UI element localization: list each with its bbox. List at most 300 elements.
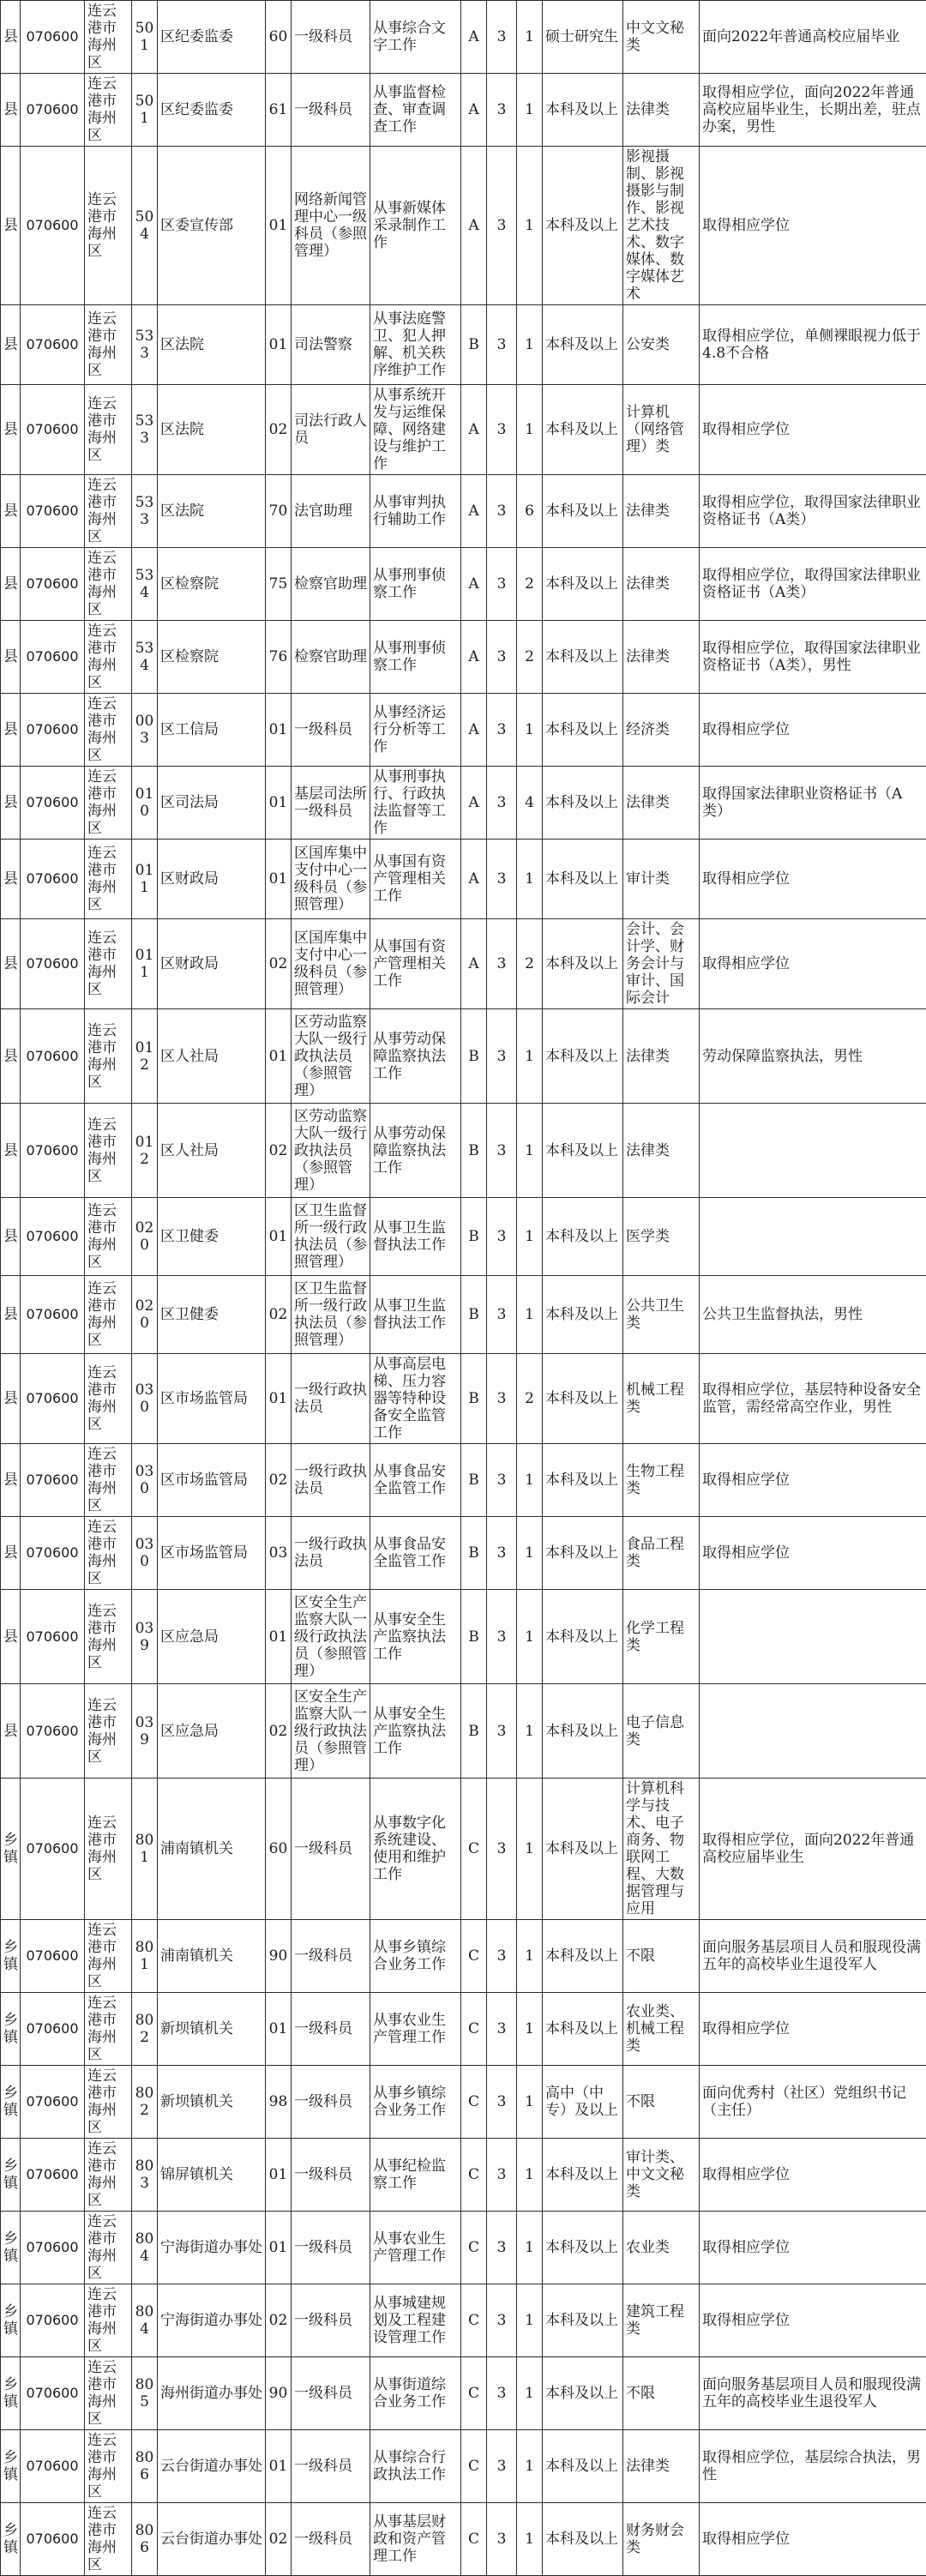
ratio-cell: 3 bbox=[487, 767, 517, 840]
dept-cell: 海州街道办事处 bbox=[158, 2357, 266, 2430]
dept-code-cell: 802 bbox=[132, 1993, 158, 2066]
code-cell: 070600 bbox=[21, 2503, 85, 2576]
code-cell: 070600 bbox=[21, 621, 85, 694]
hire-count-cell: 1 bbox=[517, 1920, 543, 1993]
level-cell: 县 bbox=[1, 1276, 21, 1354]
category-cell: B bbox=[461, 305, 487, 385]
position-code-cell: 02 bbox=[266, 1684, 292, 1779]
dept-cell: 新坝镇机关 bbox=[158, 2066, 266, 2139]
position-code-cell: 01 bbox=[266, 2430, 292, 2503]
position-cell: 一级科员 bbox=[292, 1779, 370, 1920]
dept-cell: 区工信局 bbox=[158, 694, 266, 767]
code-cell: 070600 bbox=[21, 2357, 85, 2430]
position-code-cell: 02 bbox=[266, 919, 292, 1009]
region-cell: 连云港市海州区 bbox=[85, 767, 132, 840]
duty-cell: 从事刑事侦察工作 bbox=[370, 548, 461, 621]
duty-cell: 从事食品安全监管工作 bbox=[370, 1517, 461, 1590]
hire-count-cell: 1 bbox=[517, 1198, 543, 1276]
table-row bbox=[1, 1779, 926, 1920]
table-row bbox=[1, 74, 926, 147]
hire-count-cell: 2 bbox=[517, 919, 543, 1009]
education-cell: 本科及以上 bbox=[543, 1993, 623, 2066]
major-cell: 不限 bbox=[623, 1920, 700, 1993]
dept-code-cell: 030 bbox=[132, 1444, 158, 1517]
major-cell: 法律类 bbox=[623, 548, 700, 621]
hire-count-cell: 1 bbox=[517, 2212, 543, 2284]
note-cell: 取得相应学位，取得国家法律职业资格证书（A类），男性 bbox=[700, 621, 926, 694]
major-cell: 建筑工程类 bbox=[623, 2284, 700, 2357]
education-cell: 本科及以上 bbox=[543, 1684, 623, 1779]
education-cell: 本科及以上 bbox=[543, 74, 623, 147]
education-cell: 本科及以上 bbox=[543, 2357, 623, 2430]
table-row bbox=[1, 1590, 926, 1684]
position-cell: 一级科员 bbox=[292, 694, 370, 767]
code-cell: 070600 bbox=[21, 1198, 85, 1276]
table-row bbox=[1, 2357, 926, 2430]
code-cell: 070600 bbox=[21, 840, 85, 919]
note-cell: 取得相应学位 bbox=[700, 2284, 926, 2357]
ratio-cell: 3 bbox=[487, 1104, 517, 1198]
position-cell: 区卫生监督所一级行政执法员（参照管理） bbox=[292, 1276, 370, 1354]
region-cell: 连云港市海州区 bbox=[85, 548, 132, 621]
position-cell: 一级科员 bbox=[292, 2066, 370, 2139]
major-cell: 化学工程类 bbox=[623, 1590, 700, 1684]
level-cell: 乡镇 bbox=[1, 2066, 21, 2139]
duty-cell: 从事农业生产管理工作 bbox=[370, 2212, 461, 2284]
region-cell: 连云港市海州区 bbox=[85, 2284, 132, 2357]
code-cell: 070600 bbox=[21, 2139, 85, 2212]
level-cell: 县 bbox=[1, 1198, 21, 1276]
hire-count-cell: 2 bbox=[517, 1354, 543, 1444]
education-cell: 本科及以上 bbox=[543, 1104, 623, 1198]
note-cell: 取得相应学位 bbox=[700, 385, 926, 475]
dept-code-cell: 010 bbox=[132, 767, 158, 840]
ratio-cell: 3 bbox=[487, 1354, 517, 1444]
region-cell: 连云港市海州区 bbox=[85, 1993, 132, 2066]
duty-cell: 从事乡镇综合业务工作 bbox=[370, 1920, 461, 1993]
dept-code-cell: 802 bbox=[132, 2066, 158, 2139]
duty-cell: 从事综合行政执法工作 bbox=[370, 2430, 461, 2503]
note-cell: 面向2022年普通高校应届毕业 bbox=[700, 1, 926, 74]
major-cell: 法律类 bbox=[623, 475, 700, 548]
position-code-cell: 01 bbox=[266, 1354, 292, 1444]
hire-count-cell: 1 bbox=[517, 2066, 543, 2139]
major-cell: 不限 bbox=[623, 2066, 700, 2139]
duty-cell: 从事监督检查、审查调查工作 bbox=[370, 74, 461, 147]
level-cell: 县 bbox=[1, 305, 21, 385]
hire-count-cell: 1 bbox=[517, 385, 543, 475]
code-cell: 070600 bbox=[21, 74, 85, 147]
table-row bbox=[1, 2284, 926, 2357]
hire-count-cell: 1 bbox=[517, 1276, 543, 1354]
category-cell: C bbox=[461, 2066, 487, 2139]
ratio-cell: 3 bbox=[487, 1684, 517, 1779]
dept-cell: 宁海街道办事处 bbox=[158, 2284, 266, 2357]
major-cell: 法律类 bbox=[623, 74, 700, 147]
position-code-cell: 90 bbox=[266, 1920, 292, 1993]
code-cell: 070600 bbox=[21, 1009, 85, 1104]
note-cell: 取得相应学位 bbox=[700, 840, 926, 919]
note-cell: 取得相应学位 bbox=[700, 2139, 926, 2212]
dept-code-cell: 039 bbox=[132, 1590, 158, 1684]
hire-count-cell: 1 bbox=[517, 1590, 543, 1684]
hire-count-cell: 1 bbox=[517, 2503, 543, 2576]
table-row bbox=[1, 1, 926, 74]
region-cell: 连云港市海州区 bbox=[85, 694, 132, 767]
duty-cell: 从事基层财政和资产管理工作 bbox=[370, 2503, 461, 2576]
code-cell: 070600 bbox=[21, 1920, 85, 1993]
ratio-cell: 3 bbox=[487, 621, 517, 694]
duty-cell: 从事劳动保障监察执法工作 bbox=[370, 1104, 461, 1198]
category-cell: B bbox=[461, 1104, 487, 1198]
hire-count-cell: 6 bbox=[517, 475, 543, 548]
hire-count-cell: 1 bbox=[517, 840, 543, 919]
position-cell: 区卫生监督所一级行政执法员（参照管理） bbox=[292, 1198, 370, 1276]
category-cell: C bbox=[461, 2503, 487, 2576]
ratio-cell: 3 bbox=[487, 840, 517, 919]
ratio-cell: 3 bbox=[487, 1920, 517, 1993]
major-cell: 农业类 bbox=[623, 2212, 700, 2284]
position-cell: 法官助理 bbox=[292, 475, 370, 548]
dept-cell: 区应急局 bbox=[158, 1684, 266, 1779]
region-cell: 连云港市海州区 bbox=[85, 74, 132, 147]
major-cell: 计算机科学与技术、电子商务、物联网工程、大数据管理与应用 bbox=[623, 1779, 700, 1920]
dept-cell: 云台街道办事处 bbox=[158, 2430, 266, 2503]
position-code-cell: 90 bbox=[266, 2357, 292, 2430]
region-cell: 连云港市海州区 bbox=[85, 1009, 132, 1104]
education-cell: 本科及以上 bbox=[543, 2284, 623, 2357]
note-cell: 取得相应学位，取得国家法律职业资格证书（A类） bbox=[700, 548, 926, 621]
table-row bbox=[1, 475, 926, 548]
ratio-cell: 3 bbox=[487, 1517, 517, 1590]
dept-code-cell: 003 bbox=[132, 694, 158, 767]
category-cell: C bbox=[461, 2212, 487, 2284]
duty-cell: 从事城建规划及工程建设管理工作 bbox=[370, 2284, 461, 2357]
position-code-cell: 01 bbox=[266, 1009, 292, 1104]
major-cell: 经济类 bbox=[623, 694, 700, 767]
hire-count-cell: 1 bbox=[517, 1993, 543, 2066]
education-cell: 硕士研究生 bbox=[543, 1, 623, 74]
table-row bbox=[1, 919, 926, 1009]
education-cell: 本科及以上 bbox=[543, 2503, 623, 2576]
code-cell: 070600 bbox=[21, 2066, 85, 2139]
position-code-cell: 02 bbox=[266, 2284, 292, 2357]
note-cell: 取得相应学位 bbox=[700, 2212, 926, 2284]
position-code-cell: 01 bbox=[266, 147, 292, 305]
table-row bbox=[1, 840, 926, 919]
education-cell: 本科及以上 bbox=[543, 147, 623, 305]
position-cell: 区劳动监察大队一级行政执法员（参照管理） bbox=[292, 1104, 370, 1198]
dept-code-cell: 020 bbox=[132, 1198, 158, 1276]
duty-cell: 从事高层电梯、压力容器等特种设备安全监管工作 bbox=[370, 1354, 461, 1444]
education-cell: 本科及以上 bbox=[543, 1590, 623, 1684]
ratio-cell: 3 bbox=[487, 1276, 517, 1354]
hire-count-cell: 1 bbox=[517, 147, 543, 305]
category-cell: B bbox=[461, 1354, 487, 1444]
hire-count-cell: 1 bbox=[517, 1684, 543, 1779]
major-cell: 公共卫生类 bbox=[623, 1276, 700, 1354]
dept-cell: 区应急局 bbox=[158, 1590, 266, 1684]
dept-cell: 区市场监管局 bbox=[158, 1517, 266, 1590]
code-cell: 070600 bbox=[21, 694, 85, 767]
level-cell: 县 bbox=[1, 475, 21, 548]
note-cell: 面向优秀村（社区）党组织书记（主任） bbox=[700, 2066, 926, 2139]
ratio-cell: 3 bbox=[487, 2430, 517, 2503]
duty-cell: 从事食品安全监管工作 bbox=[370, 1444, 461, 1517]
table-row bbox=[1, 1104, 926, 1198]
position-cell: 一级科员 bbox=[292, 1920, 370, 1993]
duty-cell: 从事卫生监督执法工作 bbox=[370, 1198, 461, 1276]
ratio-cell: 3 bbox=[487, 305, 517, 385]
education-cell: 本科及以上 bbox=[543, 385, 623, 475]
position-cell: 司法警察 bbox=[292, 305, 370, 385]
dept-cell: 区市场监管局 bbox=[158, 1354, 266, 1444]
level-cell: 乡镇 bbox=[1, 2357, 21, 2430]
dept-cell: 区法院 bbox=[158, 475, 266, 548]
major-cell: 法律类 bbox=[623, 2430, 700, 2503]
ratio-cell: 3 bbox=[487, 1779, 517, 1920]
region-cell: 连云港市海州区 bbox=[85, 2357, 132, 2430]
hire-count-cell: 1 bbox=[517, 2357, 543, 2430]
table-row bbox=[1, 1444, 926, 1517]
position-code-cell: 01 bbox=[266, 767, 292, 840]
code-cell: 070600 bbox=[21, 1444, 85, 1517]
level-cell: 县 bbox=[1, 1590, 21, 1684]
region-cell: 连云港市海州区 bbox=[85, 2430, 132, 2503]
code-cell: 070600 bbox=[21, 385, 85, 475]
dept-code-cell: 039 bbox=[132, 1684, 158, 1779]
dept-cell: 云台街道办事处 bbox=[158, 2503, 266, 2576]
dept-cell: 区检察院 bbox=[158, 621, 266, 694]
ratio-cell: 3 bbox=[487, 1198, 517, 1276]
level-cell: 乡镇 bbox=[1, 1779, 21, 1920]
major-cell: 计算机（网络管理）类 bbox=[623, 385, 700, 475]
table-row bbox=[1, 305, 926, 385]
dept-cell: 区委宣传部 bbox=[158, 147, 266, 305]
category-cell: A bbox=[461, 548, 487, 621]
region-cell: 连云港市海州区 bbox=[85, 2212, 132, 2284]
region-cell: 连云港市海州区 bbox=[85, 1198, 132, 1276]
category-cell: B bbox=[461, 1444, 487, 1517]
major-cell: 审计类、中文文秘类 bbox=[623, 2139, 700, 2212]
position-cell: 一级科员 bbox=[292, 2503, 370, 2576]
position-code-cell: 02 bbox=[266, 1276, 292, 1354]
position-code-cell: 01 bbox=[266, 1198, 292, 1276]
major-cell: 法律类 bbox=[623, 767, 700, 840]
category-cell: C bbox=[461, 1920, 487, 1993]
dept-code-cell: 030 bbox=[132, 1517, 158, 1590]
dept-code-cell: 011 bbox=[132, 840, 158, 919]
dept-cell: 区市场监管局 bbox=[158, 1444, 266, 1517]
note-cell: 取得相应学位，基层综合执法，男性 bbox=[700, 2430, 926, 2503]
region-cell: 连云港市海州区 bbox=[85, 1354, 132, 1444]
ratio-cell: 3 bbox=[487, 2066, 517, 2139]
education-cell: 本科及以上 bbox=[543, 840, 623, 919]
education-cell: 本科及以上 bbox=[543, 548, 623, 621]
duty-cell: 从事安全生产监察执法工作 bbox=[370, 1684, 461, 1779]
code-cell: 070600 bbox=[21, 548, 85, 621]
category-cell: B bbox=[461, 1517, 487, 1590]
major-cell: 农业类、机械工程类 bbox=[623, 1993, 700, 2066]
table-row bbox=[1, 2066, 926, 2139]
level-cell: 县 bbox=[1, 147, 21, 305]
position-cell: 一级科员 bbox=[292, 74, 370, 147]
code-cell: 070600 bbox=[21, 2212, 85, 2284]
ratio-cell: 3 bbox=[487, 548, 517, 621]
category-cell: B bbox=[461, 1009, 487, 1104]
code-cell: 070600 bbox=[21, 2430, 85, 2503]
major-cell: 财务财会类 bbox=[623, 2503, 700, 2576]
code-cell: 070600 bbox=[21, 1517, 85, 1590]
note-cell bbox=[700, 1198, 926, 1276]
position-code-cell: 75 bbox=[266, 548, 292, 621]
position-code-cell: 01 bbox=[266, 2139, 292, 2212]
region-cell: 连云港市海州区 bbox=[85, 305, 132, 385]
hire-count-cell: 4 bbox=[517, 767, 543, 840]
table-row bbox=[1, 385, 926, 475]
code-cell: 070600 bbox=[21, 1779, 85, 1920]
category-cell: C bbox=[461, 2284, 487, 2357]
category-cell: C bbox=[461, 2430, 487, 2503]
hire-count-cell: 2 bbox=[517, 621, 543, 694]
position-cell: 基层司法所一级科员 bbox=[292, 767, 370, 840]
table-row bbox=[1, 694, 926, 767]
ratio-cell: 3 bbox=[487, 1444, 517, 1517]
dept-code-cell: 806 bbox=[132, 2503, 158, 2576]
dept-cell: 宁海街道办事处 bbox=[158, 2212, 266, 2284]
duty-cell: 从事卫生监督执法工作 bbox=[370, 1276, 461, 1354]
table-row bbox=[1, 1276, 926, 1354]
level-cell: 县 bbox=[1, 548, 21, 621]
hire-count-cell: 1 bbox=[517, 1779, 543, 1920]
position-cell: 一级科员 bbox=[292, 2357, 370, 2430]
region-cell: 连云港市海州区 bbox=[85, 1920, 132, 1993]
education-cell: 本科及以上 bbox=[543, 1779, 623, 1920]
table-row bbox=[1, 1517, 926, 1590]
position-cell: 一级科员 bbox=[292, 2212, 370, 2284]
level-cell: 乡镇 bbox=[1, 1920, 21, 1993]
level-cell: 县 bbox=[1, 840, 21, 919]
position-cell: 一级行政执法员 bbox=[292, 1444, 370, 1517]
position-code-cell: 76 bbox=[266, 621, 292, 694]
note-cell: 取得相应学位，单侧裸眼视力低于4.8不合格 bbox=[700, 305, 926, 385]
code-cell: 070600 bbox=[21, 475, 85, 548]
dept-cell: 区法院 bbox=[158, 305, 266, 385]
education-cell: 本科及以上 bbox=[543, 305, 623, 385]
duty-cell: 从事安全生产监察执法工作 bbox=[370, 1590, 461, 1684]
position-code-cell: 01 bbox=[266, 1993, 292, 2066]
category-cell: A bbox=[461, 1, 487, 74]
table-row bbox=[1, 1198, 926, 1276]
region-cell: 连云港市海州区 bbox=[85, 919, 132, 1009]
table-row bbox=[1, 1993, 926, 2066]
position-code-cell: 03 bbox=[266, 1517, 292, 1590]
dept-code-cell: 501 bbox=[132, 1, 158, 74]
position-cell: 一级科员 bbox=[292, 2139, 370, 2212]
position-code-cell: 01 bbox=[266, 840, 292, 919]
level-cell: 县 bbox=[1, 385, 21, 475]
duty-cell: 从事法庭警卫、犯人押解、机关秩序维护工作 bbox=[370, 305, 461, 385]
position-code-cell: 02 bbox=[266, 385, 292, 475]
dept-code-cell: 533 bbox=[132, 385, 158, 475]
dept-cell: 区卫健委 bbox=[158, 1276, 266, 1354]
dept-code-cell: 803 bbox=[132, 2139, 158, 2212]
level-cell: 县 bbox=[1, 621, 21, 694]
level-cell: 县 bbox=[1, 1444, 21, 1517]
education-cell: 本科及以上 bbox=[543, 1444, 623, 1517]
dept-cell: 新坝镇机关 bbox=[158, 1993, 266, 2066]
dept-code-cell: 533 bbox=[132, 475, 158, 548]
duty-cell: 从事系统开发与运维保障、网络建设与维护工作 bbox=[370, 385, 461, 475]
level-cell: 乡镇 bbox=[1, 2212, 21, 2284]
code-cell: 070600 bbox=[21, 1684, 85, 1779]
note-cell: 公共卫生监督执法，男性 bbox=[700, 1276, 926, 1354]
category-cell: C bbox=[461, 1993, 487, 2066]
dept-cell: 区人社局 bbox=[158, 1009, 266, 1104]
dept-cell: 区检察院 bbox=[158, 548, 266, 621]
ratio-cell: 3 bbox=[487, 1590, 517, 1684]
major-cell: 医学类 bbox=[623, 1198, 700, 1276]
code-cell: 070600 bbox=[21, 2284, 85, 2357]
major-cell: 食品工程类 bbox=[623, 1517, 700, 1590]
duty-cell: 从事数字化系统建设、使用和维护工作 bbox=[370, 1779, 461, 1920]
major-cell: 机械工程类 bbox=[623, 1354, 700, 1444]
dept-code-cell: 804 bbox=[132, 2284, 158, 2357]
region-cell: 连云港市海州区 bbox=[85, 1779, 132, 1920]
position-cell: 一级行政执法员 bbox=[292, 1354, 370, 1444]
note-cell: 取得相应学位 bbox=[700, 1517, 926, 1590]
major-cell: 电子信息类 bbox=[623, 1684, 700, 1779]
code-cell: 070600 bbox=[21, 1354, 85, 1444]
dept-cell: 区财政局 bbox=[158, 919, 266, 1009]
ratio-cell: 3 bbox=[487, 385, 517, 475]
note-cell: 取得相应学位，取得国家法律职业资格证书（A类） bbox=[700, 475, 926, 548]
position-cell: 一级科员 bbox=[292, 1993, 370, 2066]
code-cell: 070600 bbox=[21, 305, 85, 385]
dept-cell: 区法院 bbox=[158, 385, 266, 475]
category-cell: B bbox=[461, 1198, 487, 1276]
major-cell: 法律类 bbox=[623, 1104, 700, 1198]
education-cell: 本科及以上 bbox=[543, 2430, 623, 2503]
education-cell: 本科及以上 bbox=[543, 2139, 623, 2212]
table-row bbox=[1, 2503, 926, 2576]
region-cell: 连云港市海州区 bbox=[85, 385, 132, 475]
level-cell: 县 bbox=[1, 1684, 21, 1779]
ratio-cell: 3 bbox=[487, 2284, 517, 2357]
dept-code-cell: 012 bbox=[132, 1009, 158, 1104]
dept-code-cell: 534 bbox=[132, 621, 158, 694]
hire-count-cell: 1 bbox=[517, 1009, 543, 1104]
region-cell: 连云港市海州区 bbox=[85, 1590, 132, 1684]
table-row bbox=[1, 2430, 926, 2503]
category-cell: C bbox=[461, 2139, 487, 2212]
level-cell: 县 bbox=[1, 1, 21, 74]
duty-cell: 从事国有资产管理相关工作 bbox=[370, 840, 461, 919]
hire-count-cell: 1 bbox=[517, 2430, 543, 2503]
education-cell: 本科及以上 bbox=[543, 2212, 623, 2284]
dept-code-cell: 805 bbox=[132, 2357, 158, 2430]
hire-count-cell: 1 bbox=[517, 74, 543, 147]
ratio-cell: 3 bbox=[487, 2503, 517, 2576]
duty-cell: 从事街道综合业务工作 bbox=[370, 2357, 461, 2430]
dept-cell: 锦屏镇机关 bbox=[158, 2139, 266, 2212]
region-cell: 连云港市海州区 bbox=[85, 147, 132, 305]
dept-code-cell: 504 bbox=[132, 147, 158, 305]
position-code-cell: 01 bbox=[266, 2212, 292, 2284]
level-cell: 县 bbox=[1, 1517, 21, 1590]
hire-count-cell: 1 bbox=[517, 694, 543, 767]
position-cell: 区安全生产监察大队一级行政执法员（参照管理） bbox=[292, 1590, 370, 1684]
